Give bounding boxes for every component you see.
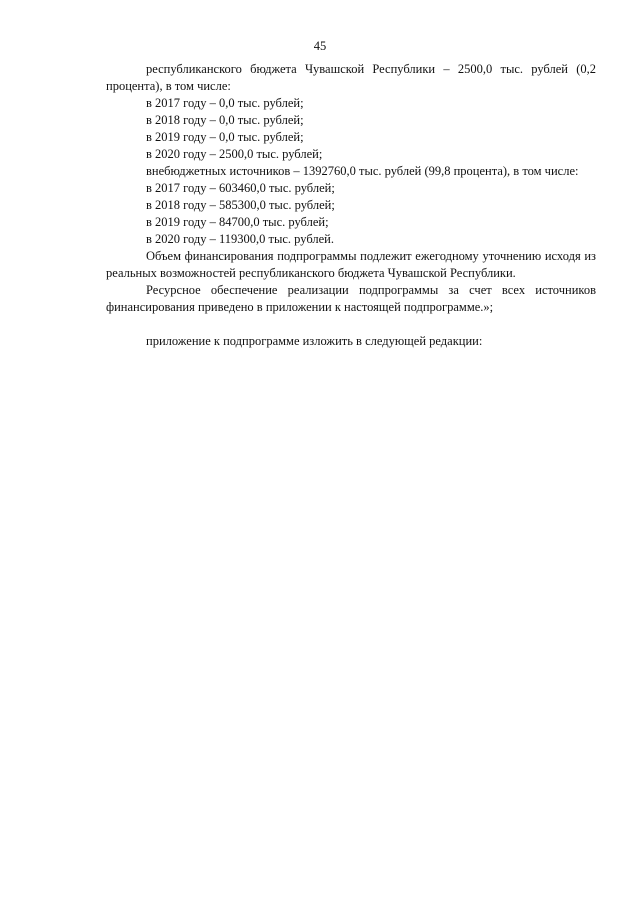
document-body — [106, 61, 596, 350]
list-item-2019-republic: в 2019 году – 0,0 тыс. рублей; — [146, 130, 304, 144]
page-number: 45 — [313, 39, 327, 53]
paragraph-funding-adjustment: Объем финансирования подпрограммы подлежит ежегодному уточнению исходя из реальных возможностей республиканского бюджета Чувашской Республики. — [106, 249, 596, 280]
paragraph-republic-budget: республиканского бюджета Чувашской Республики – 2500,0 тыс. рублей (0,2 процента), в том числе: — [106, 62, 596, 93]
paragraph-appendix-instruction: приложение к подпрограмме изложить в следующей редакции: — [146, 334, 483, 348]
list-item-2018-extrabudgetary: в 2018 году – 585300,0 тыс. рублей; — [146, 198, 335, 212]
list-item-2020-extrabudgetary: в 2020 году – 119300,0 тыс. рублей. — [146, 232, 334, 246]
list-item-2017-extrabudgetary: в 2017 году – 603460,0 тыс. рублей; — [146, 181, 335, 195]
list-item-2019-extrabudgetary: в 2019 году – 84700,0 тыс. рублей; — [146, 215, 329, 229]
list-item-2020-republic: в 2020 году – 2500,0 тыс. рублей; — [146, 147, 323, 161]
paragraph-extrabudgetary: внебюджетных источников – 1392760,0 тыс. рублей (99,8 процента), в том числе: — [146, 164, 579, 178]
paragraph-resource-provision: Ресурсное обеспечение реализации подпрограммы за счет всех источников финансирования приведено в приложении к настоящей подпрограмме.»; — [106, 283, 596, 314]
list-item-2017-republic: в 2017 году – 0,0 тыс. рублей; — [146, 96, 304, 110]
list-item-2018-republic: в 2018 году – 0,0 тыс. рублей; — [146, 113, 304, 127]
